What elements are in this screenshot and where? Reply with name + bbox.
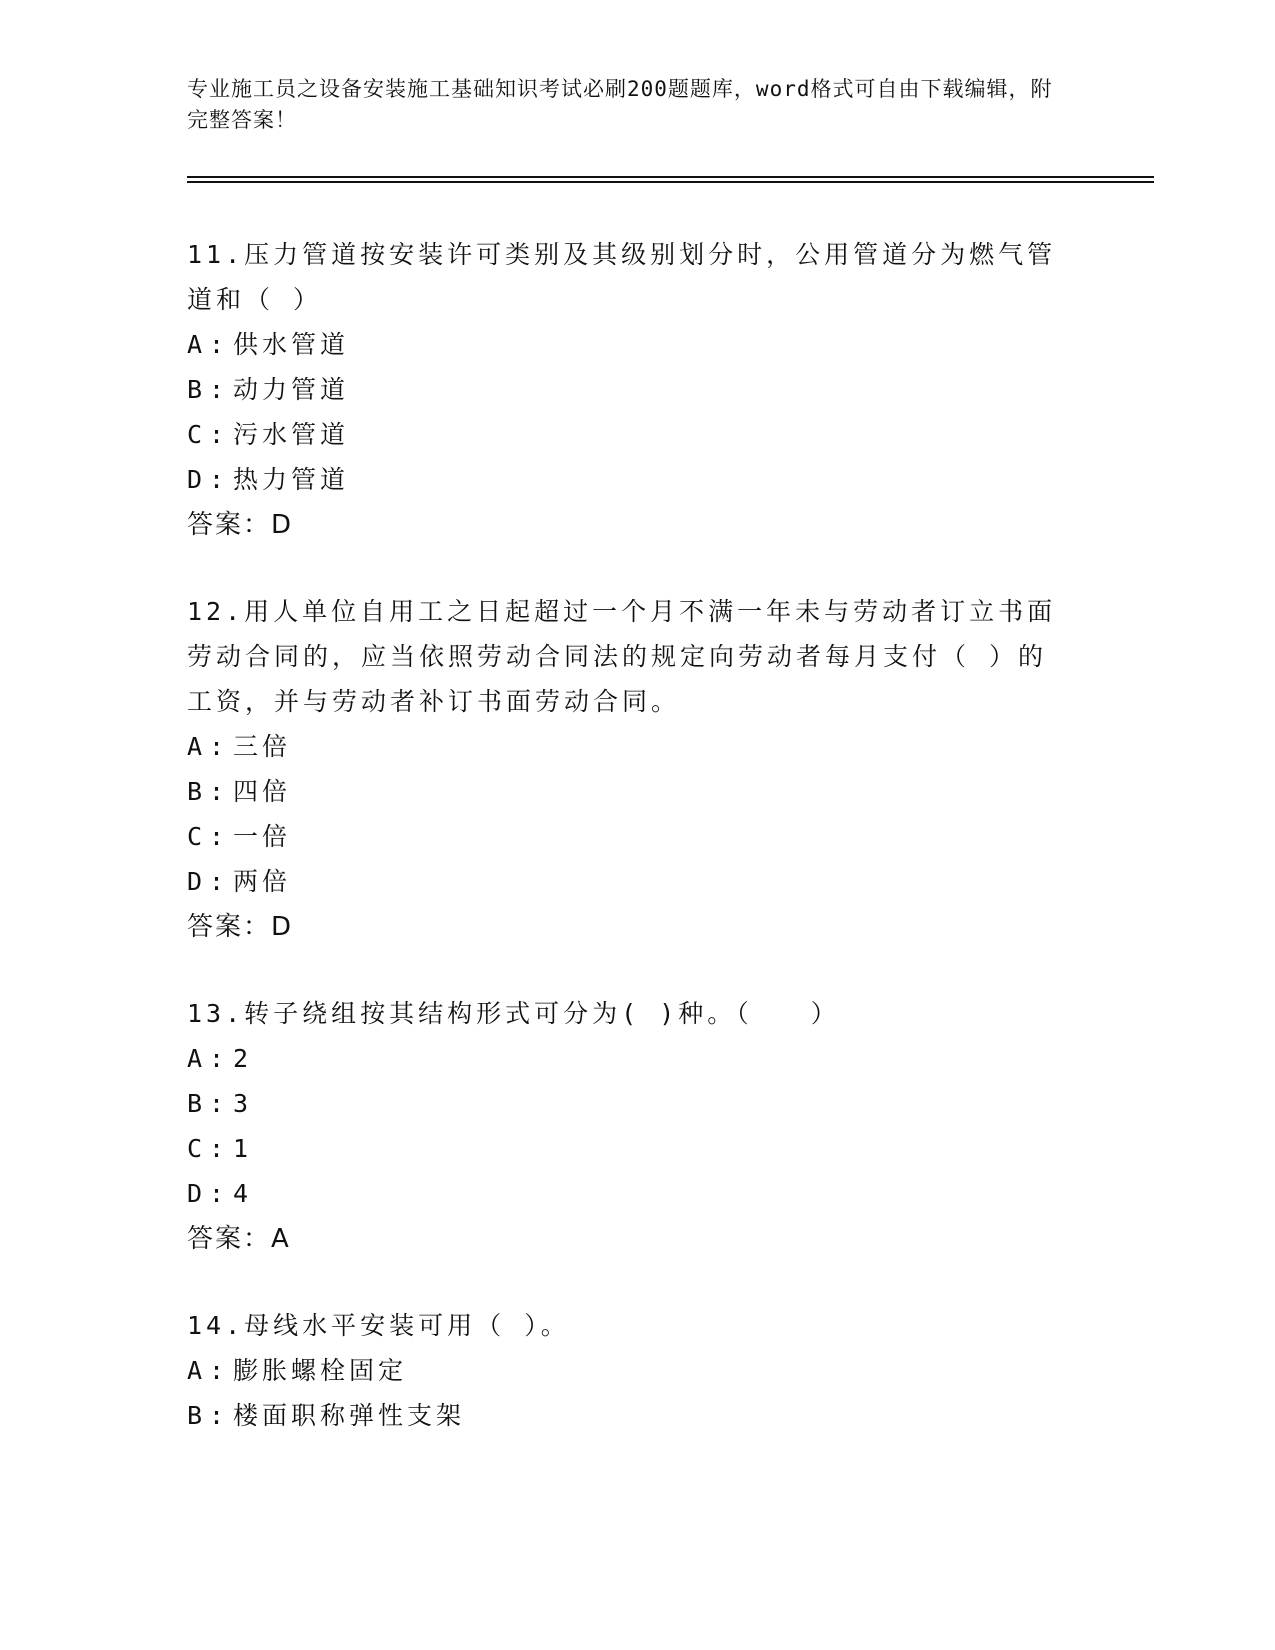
option-d: [187, 859, 1067, 904]
option-text: 热力管道: [233, 465, 350, 494]
option-a: [187, 1348, 1067, 1393]
option-text: 1: [233, 1134, 253, 1163]
header-rule-bottom: [187, 181, 1154, 183]
option-letter: A: [187, 732, 207, 761]
question-text: 13.转子绕组按其结构形式可分为( )种。（ ）: [187, 999, 840, 1028]
option-separator: :: [209, 420, 229, 449]
option-separator: :: [209, 375, 229, 404]
answer-line: 答案：A: [187, 1224, 291, 1254]
option-separator: :: [209, 1089, 229, 1118]
question-text: 11.压力管道按安装许可类别及其级别划分时，公用管道分为燃气管道和（ ）: [187, 240, 1057, 314]
option-letter: C: [187, 1134, 207, 1163]
option-letter: B: [187, 777, 207, 806]
option-separator: :: [209, 732, 229, 761]
question-11: [187, 232, 1067, 548]
option-a: [187, 1036, 1067, 1081]
option-text: 供水管道: [233, 330, 350, 359]
option-letter: D: [187, 867, 207, 896]
option-separator: :: [209, 1134, 229, 1163]
question-12: [187, 589, 1067, 950]
option-text: 四倍: [233, 777, 292, 806]
option-separator: :: [209, 822, 229, 851]
option-text: 4: [233, 1179, 253, 1208]
document-title: 专业施工员之设备安装施工基础知识考试必刷200题题库，word格式可自由下载编辑，附完整答案！: [187, 77, 1053, 132]
question-14: [187, 1303, 1067, 1438]
option-text: 两倍: [233, 867, 292, 896]
option-a: [187, 322, 1067, 367]
option-c: [187, 1126, 1067, 1171]
option-letter: D: [187, 1179, 207, 1208]
option-b: [187, 1393, 1067, 1438]
option-separator: :: [209, 1179, 229, 1208]
option-text: 三倍: [233, 732, 292, 761]
option-separator: :: [209, 1044, 229, 1073]
option-separator: :: [209, 465, 229, 494]
question-list: [187, 232, 1067, 1479]
option-b: [187, 769, 1067, 814]
option-letter: D: [187, 465, 207, 494]
question-text: 12.用人单位自用工之日起超过一个月不满一年未与劳动者订立书面劳动合同的，应当依照劳动合同法的规定向劳动者每月支付（ ）的工资，并与劳动者补订书面劳动合同。: [187, 597, 1057, 716]
option-separator: :: [209, 777, 229, 806]
option-d: [187, 457, 1067, 502]
option-d: [187, 1171, 1067, 1216]
answer-line: 答案：D: [187, 510, 294, 540]
header-rule-top: [187, 176, 1154, 178]
option-letter: B: [187, 1401, 207, 1430]
option-letter: A: [187, 330, 207, 359]
option-separator: :: [209, 1356, 229, 1385]
option-text: 动力管道: [233, 375, 350, 404]
option-separator: :: [209, 867, 229, 896]
question-text: 14.母线水平安装可用（ ）。: [187, 1311, 570, 1340]
option-text: 楼面职称弹性支架: [233, 1401, 466, 1430]
option-separator: :: [209, 330, 229, 359]
option-letter: C: [187, 822, 207, 851]
option-text: 2: [233, 1044, 253, 1073]
document-header: [187, 74, 1067, 136]
question-13: [187, 991, 1067, 1262]
option-text: 膨胀螺栓固定: [233, 1356, 408, 1385]
option-text: 一倍: [233, 822, 292, 851]
option-letter: A: [187, 1356, 207, 1385]
option-b: [187, 367, 1067, 412]
option-text: 3: [233, 1089, 253, 1118]
option-b: [187, 1081, 1067, 1126]
option-letter: B: [187, 1089, 207, 1118]
option-letter: A: [187, 1044, 207, 1073]
option-text: 污水管道: [233, 420, 350, 449]
option-c: [187, 814, 1067, 859]
option-letter: B: [187, 375, 207, 404]
option-c: [187, 412, 1067, 457]
option-separator: :: [209, 1401, 229, 1430]
option-letter: C: [187, 420, 207, 449]
option-a: [187, 724, 1067, 769]
answer-line: 答案：D: [187, 912, 294, 942]
